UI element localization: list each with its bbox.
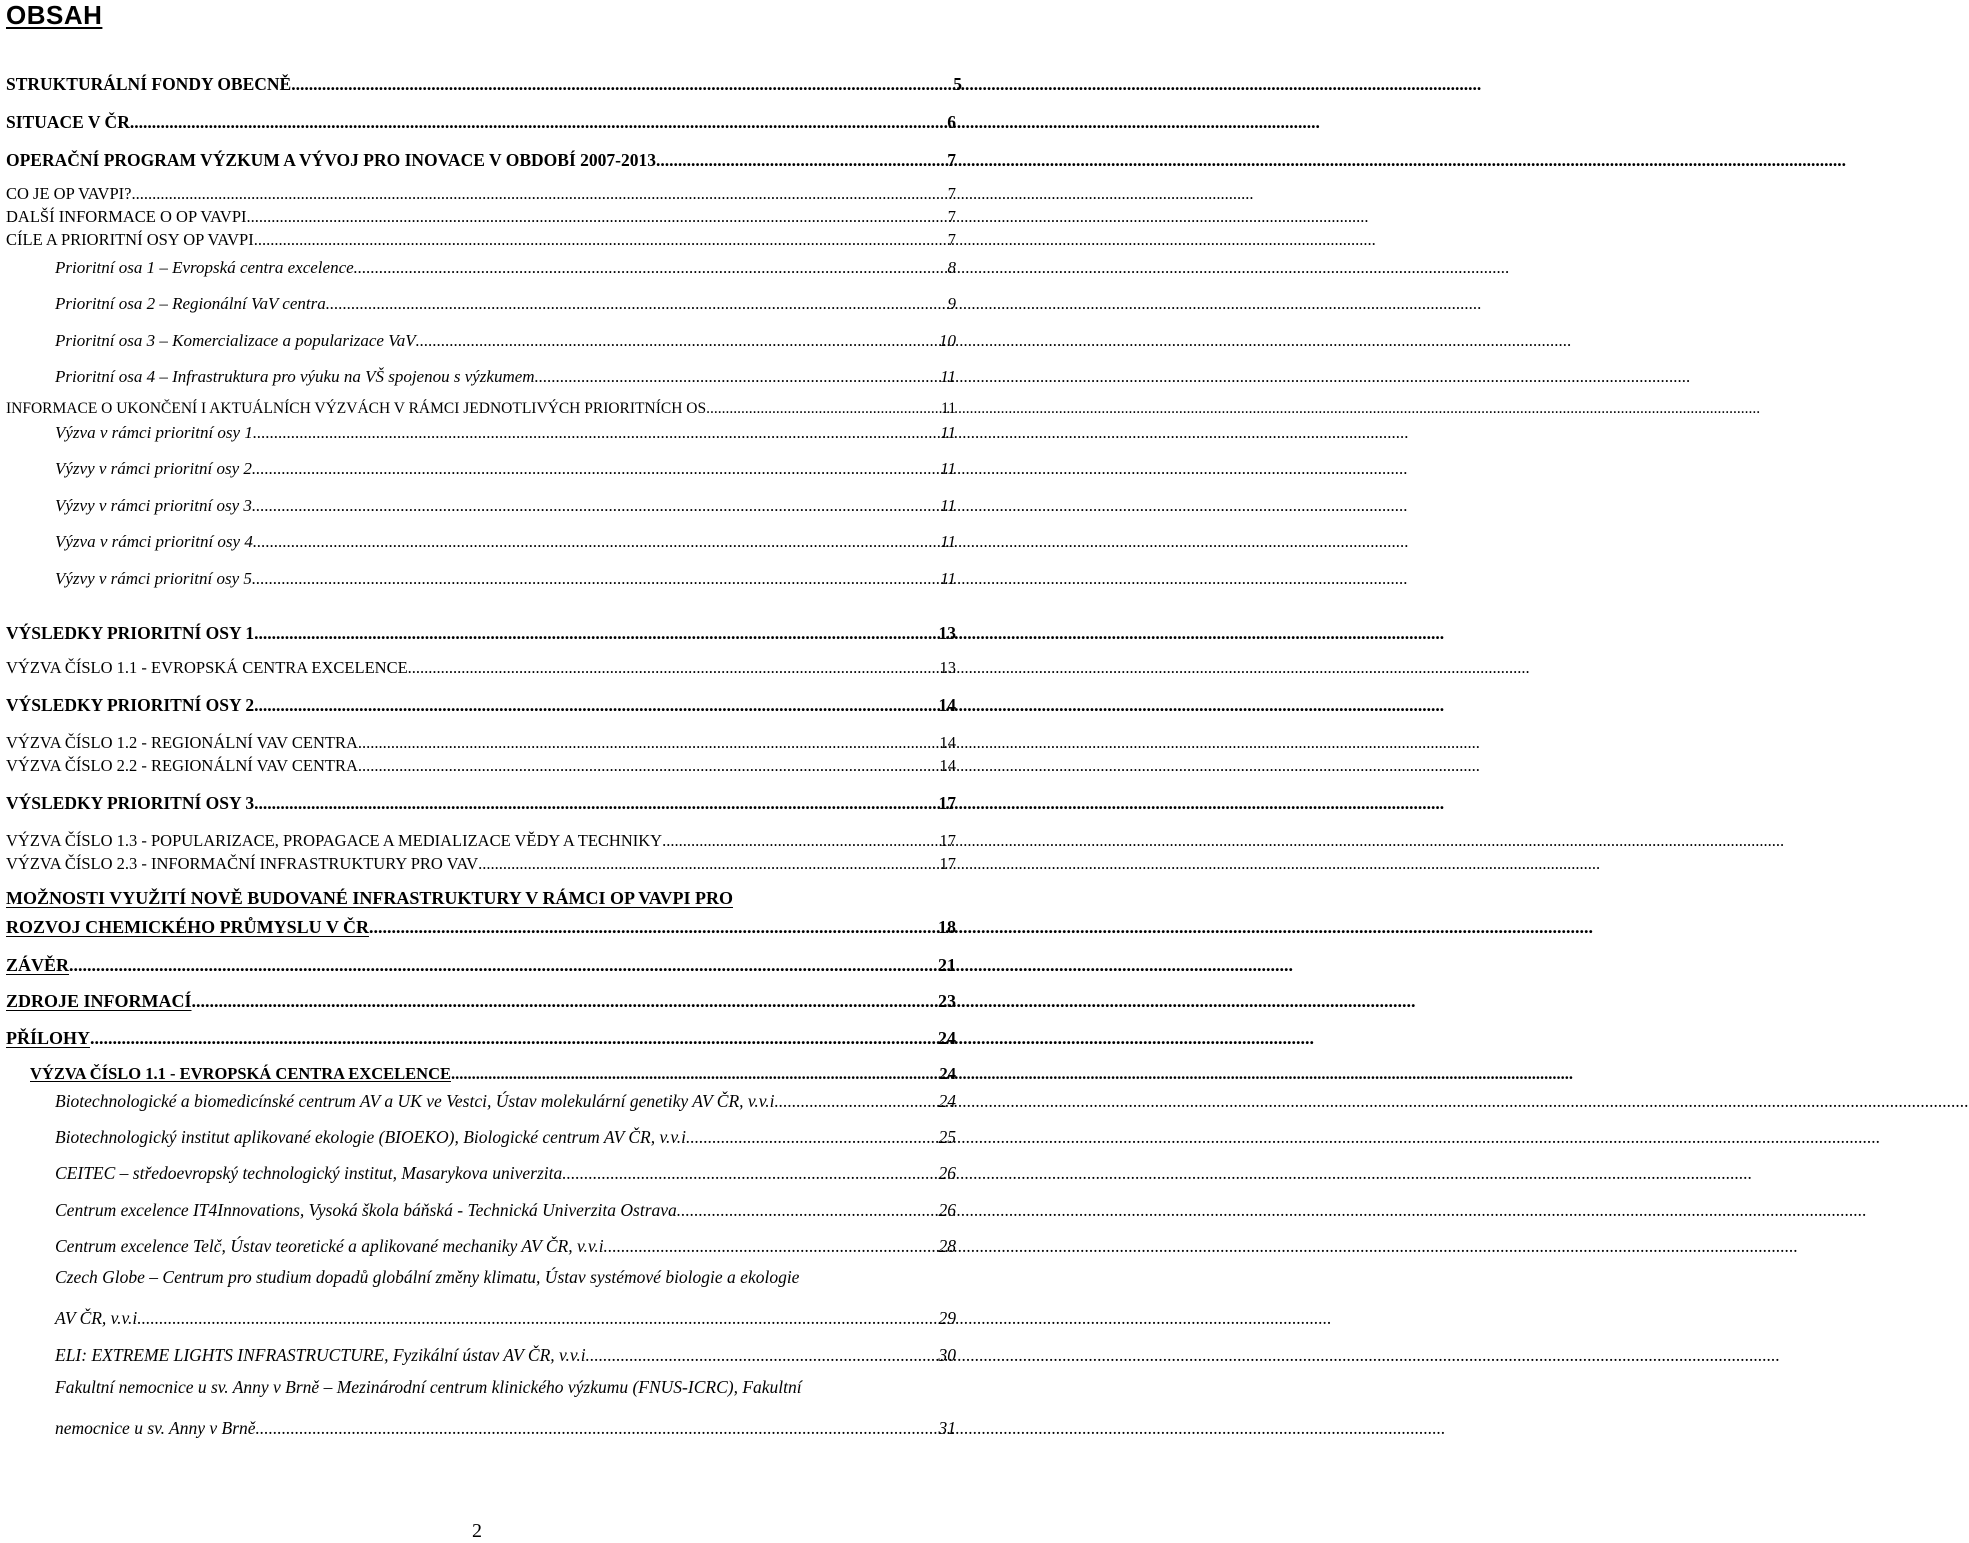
toc-entry[interactable] — [0, 182, 960, 204]
toc-entry[interactable] — [0, 1158, 960, 1184]
toc-page-number: 17 — [939, 831, 956, 850]
toc-entry-text: ZDROJE INFORMACÍ — [6, 991, 192, 1011]
toc-entry-text: Centrum excelence IT4Innovations, Vysoká škola báňská - Technická Univerzita Ostrava — [55, 1200, 677, 1220]
dot-leader — [253, 532, 939, 552]
toc-entry[interactable] — [0, 852, 960, 874]
toc-entry[interactable] — [0, 1195, 960, 1221]
toc-page-number: 7 — [947, 230, 956, 249]
toc-page-number: 5 — [953, 74, 962, 94]
dot-leader — [256, 1418, 938, 1439]
toc-entry[interactable] — [0, 790, 960, 814]
dot-leader — [326, 294, 947, 314]
toc-entry[interactable] — [0, 455, 960, 479]
dot-leader — [247, 207, 947, 227]
toc-entry-text: CÍLE A PRIORITNÍ OSY OP VAVPI — [6, 230, 254, 249]
toc-page-number: 31 — [938, 1418, 956, 1438]
toc-entry[interactable] — [0, 731, 960, 753]
toc-entry-text: Výzvy v rámci prioritní osy 2 — [55, 459, 252, 478]
toc-entry-text: VÝSLEDKY PRIORITNÍ OSY 1 — [6, 623, 255, 643]
toc-entry-text: AV ČR, v.v.i. — [55, 1308, 142, 1328]
toc-entry-text: VÝSLEDKY PRIORITNÍ OSY 2 — [6, 695, 255, 715]
toc-page-number: 11 — [941, 400, 956, 417]
toc-page-number: 14 — [939, 733, 956, 752]
toc-page-number: 9 — [947, 294, 956, 313]
toc-entry[interactable] — [0, 528, 960, 552]
toc-entry-text: Prioritní osa 4 – Infrastruktura pro výuku na VŠ spojenou s výzkumem — [55, 367, 535, 386]
dot-leader — [408, 658, 939, 678]
toc-page-number: 7 — [947, 207, 956, 226]
dot-leader — [291, 74, 952, 95]
dot-leader — [69, 955, 937, 976]
toc-page-number: 26 — [938, 1163, 956, 1183]
dot-leader — [562, 1163, 937, 1184]
toc-entry[interactable] — [0, 363, 960, 387]
dot-leader — [706, 400, 940, 418]
toc-entry[interactable] — [0, 620, 960, 644]
toc-entry-text: Biotechnologický institut aplikované ekologie (BIOEKO), Biologické centrum AV ČR, v.v.i. — [55, 1127, 691, 1147]
toc-page-number: 17 — [939, 854, 956, 873]
dot-leader — [130, 112, 946, 133]
dot-leader — [354, 258, 947, 278]
toc-entry[interactable] — [0, 147, 960, 171]
toc-page-number: 21 — [938, 955, 956, 975]
toc-entry[interactable] — [0, 656, 960, 678]
dot-leader — [690, 1127, 937, 1148]
toc-entry[interactable] — [0, 1122, 960, 1148]
toc-entry-text: Výzva v rámci prioritní osy 4 — [55, 532, 253, 551]
dot-leader — [253, 423, 939, 443]
dot-leader — [662, 831, 938, 851]
toc-page-number: 11 — [940, 367, 956, 386]
toc-page-number: 23 — [938, 991, 956, 1011]
toc-entry-text: SITUACE V ČR — [6, 112, 130, 132]
toc-page-number: 11 — [940, 459, 956, 478]
toc-entry-text: Výzva v rámci prioritní osy 1 — [55, 423, 253, 442]
dot-leader — [252, 569, 939, 589]
dot-leader — [142, 1308, 938, 1329]
dot-leader — [192, 991, 937, 1012]
page-title: OBSAH — [6, 0, 103, 30]
toc-entry-text: PŘÍLOHY — [6, 1028, 91, 1048]
toc-entry[interactable] — [0, 986, 960, 1012]
toc-entry-text-line1: MOŽNOSTI VYUŽITÍ NOVĚ BUDOVANÉ INFRASTRUKTURY V RÁMCI OP VAVPI PRO — [6, 888, 733, 908]
toc-page-number: 24 — [938, 1028, 956, 1048]
toc-page-number: 7 — [947, 150, 956, 170]
toc-page-number: 14 — [938, 695, 956, 715]
toc-entry-text: CO JE OP VAVPI? — [6, 184, 132, 203]
toc-entry-text: Výzvy v rámci prioritní osy 3 — [55, 496, 252, 515]
dot-leader — [254, 793, 937, 814]
toc-entry[interactable] — [0, 950, 960, 976]
toc-page-number: 24 — [938, 1091, 956, 1111]
toc-page-number: 30 — [938, 1345, 956, 1365]
dot-leader — [252, 496, 939, 516]
toc-page-number: 28 — [938, 1236, 956, 1256]
toc-entry-text-line1: Czech Globe – Centrum pro studium dopadů globální změny klimatu, Ústav systémové biologie a ekologie — [55, 1267, 800, 1287]
toc-entry-text: VÝZVA ČÍSLO 2.2 - REGIONÁLNÍ VAV CENTRA — [6, 756, 358, 775]
toc-entry[interactable] — [0, 565, 960, 589]
toc-entry[interactable] — [0, 692, 960, 716]
toc-page-number: 14 — [939, 756, 956, 775]
dot-leader — [254, 623, 937, 644]
toc-entry-text: VÝZVA ČÍSLO 1.3 - POPULARIZACE, PROPAGACE A MEDIALIZACE VĚDY A TECHNIKY — [6, 831, 663, 850]
toc-page-number: 17 — [938, 793, 956, 813]
page-number: 2 — [472, 1520, 482, 1542]
toc-entry[interactable] — [0, 1023, 960, 1049]
toc-entry[interactable] — [0, 396, 960, 418]
toc-entry[interactable] — [0, 109, 960, 133]
toc-entry-text: ROZVOJ CHEMICKÉHO PRŮMYSLU V ČR — [6, 917, 369, 937]
dot-leader — [656, 150, 946, 171]
toc-entry[interactable] — [0, 419, 960, 443]
dot-leader — [358, 756, 939, 776]
toc-entry[interactable] — [0, 492, 960, 516]
toc-page-number: 26 — [938, 1200, 956, 1220]
toc-entry[interactable] — [0, 254, 960, 278]
toc-entry-text: VÝZVA ČÍSLO 2.3 - INFORMAČNÍ INFRASTRUKTURY PRO VAV — [6, 854, 479, 873]
dot-leader — [451, 1064, 939, 1084]
toc-entry[interactable] — [0, 1377, 960, 1439]
dot-leader — [416, 331, 938, 351]
dot-leader — [677, 1200, 938, 1221]
toc-page-number: 18 — [938, 917, 956, 937]
toc-entry-text: CEITEC – středoevropský technologický institut, Masarykova univerzita — [55, 1163, 563, 1183]
toc-entry-text: VÝZVA ČÍSLO 1.2 - REGIONÁLNÍ VAV CENTRA — [6, 733, 358, 752]
toc-entry[interactable] — [0, 1267, 960, 1329]
toc-entry[interactable] — [0, 1086, 960, 1112]
toc-entry[interactable] — [0, 290, 960, 314]
toc-page-number: 24 — [939, 1064, 956, 1083]
toc-page-number: 13 — [939, 658, 956, 677]
dot-leader — [535, 367, 940, 387]
dot-leader — [590, 1345, 938, 1366]
toc-entry-text: STRUKTURÁLNÍ FONDY OBECNĚ — [6, 74, 292, 94]
toc-entry[interactable] — [0, 228, 960, 250]
toc-entry-text: ELI: EXTREME LIGHTS INFRASTRUCTURE, Fyzikální ústav AV ČR, v.v.i. — [55, 1345, 590, 1365]
dot-leader — [369, 917, 937, 938]
toc-entry-text-line1: Fakultní nemocnice u sv. Anny v Brně – Mezinárodní centrum klinického výzkumu (FNUS-ICRC), Fakultní — [55, 1377, 802, 1397]
toc-entry-text: Centrum excelence Telč, Ústav teoretické a aplikované mechaniky AV ČR, v.v.i. — [55, 1236, 608, 1256]
dot-leader — [90, 1028, 937, 1049]
toc-entry-text: Prioritní osa 1 – Evropská centra excelence — [55, 258, 354, 277]
toc-page-number: 29 — [938, 1308, 956, 1328]
dot-leader — [358, 733, 939, 753]
toc-entry-text: DALŠÍ INFORMACE O OP VAVPI — [6, 207, 247, 226]
toc-entry-text: Biotechnologické a biomedicínské centrum AV a UK ve Vestci, Ústav molekulární genetiky AV ČR, v.v.i. — [55, 1091, 779, 1111]
toc-page-number: 7 — [947, 184, 956, 203]
dot-leader — [252, 459, 939, 479]
toc-entry[interactable] — [0, 1231, 960, 1257]
toc-entry[interactable] — [0, 829, 960, 851]
toc-entry-text: ZÁVĚR — [6, 955, 70, 975]
toc-entry[interactable] — [0, 1340, 960, 1366]
dot-leader — [608, 1236, 938, 1257]
toc-page-number: 11 — [940, 496, 956, 515]
toc-entry[interactable] — [0, 205, 960, 227]
toc-page-number: 25 — [938, 1127, 956, 1147]
toc-entry-text: Prioritní osa 3 – Komercializace a popularizace VaV — [55, 331, 416, 350]
toc-page-number: 11 — [940, 423, 956, 442]
toc-entry[interactable] — [0, 71, 966, 95]
toc-entry-text: Prioritní osa 2 – Regionální VaV centra — [55, 294, 326, 313]
dot-leader — [254, 230, 947, 250]
toc-page-number: 6 — [947, 112, 956, 132]
toc-entry[interactable] — [0, 754, 960, 776]
toc-page-number: 11 — [940, 569, 956, 588]
toc-entry-text: nemocnice u sv. Anny v Brně — [55, 1418, 256, 1438]
dot-leader — [254, 695, 937, 716]
toc-page-number: 11 — [940, 532, 956, 551]
toc-entry[interactable] — [0, 888, 960, 938]
toc-page-number: 8 — [947, 258, 956, 277]
toc-entry-text: OPERAČNÍ PROGRAM VÝZKUM A VÝVOJ PRO INOVACE V OBDOBÍ 2007-2013 — [6, 150, 656, 170]
toc-entry-text: VÝSLEDKY PRIORITNÍ OSY 3 — [6, 793, 255, 813]
toc-entry-text: INFORMACE O UKONČENÍ I AKTUÁLNÍCH VÝZVÁCH V RÁMCI JEDNOTLIVÝCH PRIORITNÍCH OS — [6, 400, 707, 417]
toc-page-number: 10 — [939, 331, 956, 350]
toc-page-number: 13 — [938, 623, 956, 643]
toc-entry[interactable] — [0, 327, 960, 351]
toc-entry-text: Výzvy v rámci prioritní osy 5 — [55, 569, 252, 588]
toc-entry-text: VÝZVA ČÍSLO 1.1 - EVROPSKÁ CENTRA EXCELENCE — [30, 1064, 451, 1083]
dot-leader — [779, 1091, 938, 1112]
dot-leader — [131, 184, 946, 204]
toc-entry-text: VÝZVA ČÍSLO 1.1 - EVROPSKÁ CENTRA EXCELENCE — [6, 658, 408, 677]
dot-leader — [478, 854, 938, 874]
toc-entry[interactable] — [0, 1062, 960, 1084]
